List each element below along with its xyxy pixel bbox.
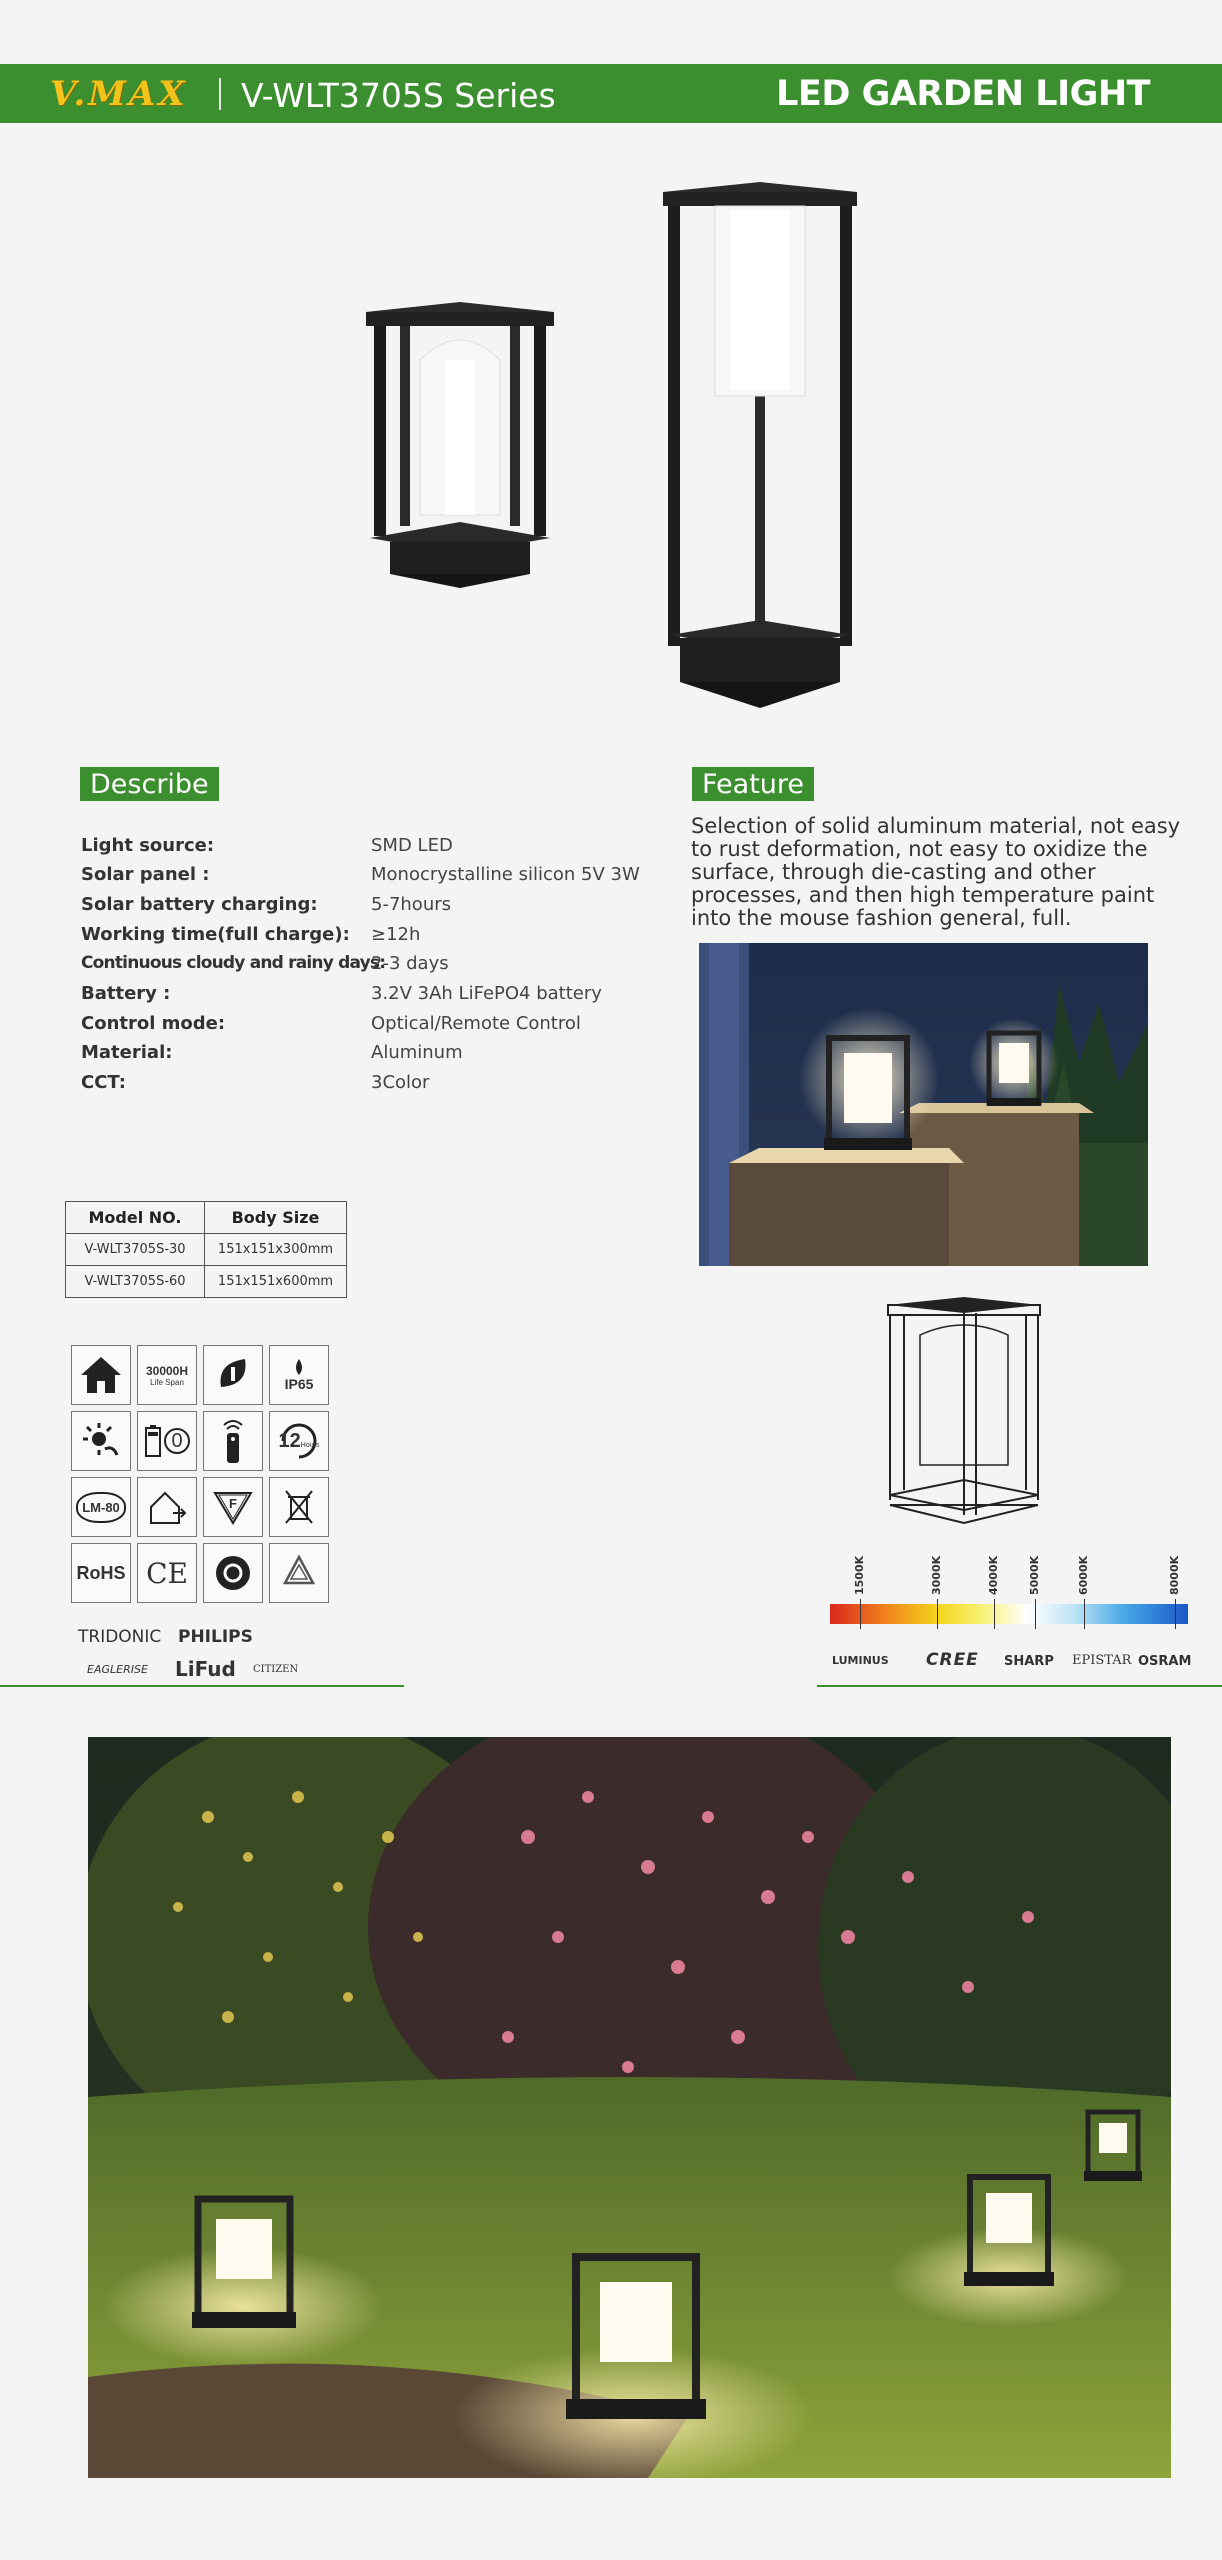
weee-bin-icon xyxy=(269,1477,329,1537)
garden-scene-photo xyxy=(88,1737,1171,2478)
describe-heading: Describe xyxy=(80,767,219,801)
spec-row-working-time xyxy=(81,924,661,952)
lamp-line-drawing xyxy=(880,1295,1048,1530)
spec-label: Working time(full charge): xyxy=(81,924,350,945)
hours-label: Hours xyxy=(300,1441,320,1449)
brand-logo: V.MAX xyxy=(50,74,188,114)
table-header: Model NO. xyxy=(66,1202,205,1234)
cct-tick xyxy=(1084,1599,1085,1629)
lifespan-hours: 30000H xyxy=(145,1363,189,1378)
cct-label-8000k: 8000K xyxy=(1168,1555,1181,1595)
spec-value: Aluminum xyxy=(371,1042,463,1063)
section-divider-left xyxy=(0,1685,404,1687)
spec-value: 3Color xyxy=(371,1072,430,1093)
ce-label: CE xyxy=(146,1556,188,1590)
f-mark-label: F xyxy=(229,1495,237,1511)
spec-label: Solar battery charging: xyxy=(81,894,318,915)
spec-label: CCT: xyxy=(81,1072,126,1093)
ce-icon xyxy=(137,1543,197,1603)
cct-tick xyxy=(1175,1599,1176,1629)
recycle-arrows-icon xyxy=(203,1543,263,1603)
spec-label: Light source: xyxy=(81,835,215,856)
recycle-icon xyxy=(269,1543,329,1603)
sun-icon xyxy=(71,1411,131,1471)
cct-tick xyxy=(937,1599,938,1629)
ip-rating: IP65 xyxy=(284,1376,314,1392)
cct-tick xyxy=(860,1599,861,1629)
ip65-icon xyxy=(269,1345,329,1405)
spec-label: Continuous cloudy and rainy days: xyxy=(81,953,386,973)
model-table xyxy=(65,1201,347,1298)
table-row xyxy=(66,1234,347,1266)
cct-tick xyxy=(994,1599,995,1629)
plug-leaf-icon xyxy=(203,1345,263,1405)
zero-battery-icon xyxy=(137,1411,197,1471)
spec-row-solar-panel xyxy=(81,864,661,892)
spec-value: 2-3 days xyxy=(371,953,449,974)
spec-value: Monocrystalline silicon 5V 3W xyxy=(371,864,640,885)
table-row xyxy=(66,1266,347,1298)
cct-gradient-bar xyxy=(830,1604,1188,1624)
spec-label: Control mode: xyxy=(81,1013,226,1034)
remote-control-icon xyxy=(203,1411,263,1471)
table-cell: 151x151x600mm xyxy=(205,1266,347,1298)
brand-cree: CREE xyxy=(926,1650,979,1670)
brand-eaglerise: EAGLERISE xyxy=(87,1663,148,1676)
spec-row-battery xyxy=(81,983,661,1011)
spec-value: ≥12h xyxy=(371,924,421,945)
brand-epistar: EPISTAR xyxy=(1072,1653,1132,1668)
spec-label: Solar panel : xyxy=(81,864,210,885)
spec-label: Material: xyxy=(81,1042,173,1063)
tall-lamp-image xyxy=(660,180,860,715)
lm80-icon xyxy=(71,1477,131,1537)
outdoor-house-icon xyxy=(137,1477,197,1537)
table-cell: 151x151x300mm xyxy=(205,1234,347,1266)
brand-osram: OSRAM xyxy=(1138,1654,1192,1669)
cct-label-4000k: 4000K xyxy=(987,1555,1000,1595)
spec-row-charging xyxy=(81,894,661,922)
lm80-label: LM-80 xyxy=(76,1492,126,1523)
spec-row-control-mode xyxy=(81,1013,661,1041)
cct-label-6000k: 6000K xyxy=(1077,1555,1090,1595)
section-divider-right xyxy=(817,1685,1222,1687)
cct-tick xyxy=(1035,1599,1036,1629)
brand-philips: PHILIPS xyxy=(178,1627,253,1647)
spec-row-cloudy-days xyxy=(81,953,661,981)
header-divider xyxy=(219,78,221,110)
cct-label-3000k: 3000K xyxy=(930,1555,943,1595)
cct-label-5000k: 5000K xyxy=(1028,1555,1041,1595)
lifespan-label: Life Span xyxy=(150,1377,184,1387)
night-scene-photo xyxy=(699,943,1148,1266)
spec-row-material xyxy=(81,1042,661,1070)
short-lamp-image xyxy=(360,300,560,590)
brand-lifud: LiFud xyxy=(175,1657,236,1681)
zero-badge: 0 xyxy=(164,1428,190,1454)
table-header-row xyxy=(66,1202,347,1234)
f-mark-icon xyxy=(203,1477,263,1537)
spec-row-light-source xyxy=(81,835,661,863)
spec-label: Battery : xyxy=(81,983,171,1004)
series-title: V-WLT3705S Series xyxy=(241,76,556,115)
rohs-icon xyxy=(71,1543,131,1603)
table-cell: V-WLT3705S-60 xyxy=(66,1266,205,1298)
house-icon xyxy=(71,1345,131,1405)
brand-tridonic: TRIDONIC xyxy=(78,1627,162,1647)
table-cell: V-WLT3705S-30 xyxy=(66,1234,205,1266)
twelve-hours-icon xyxy=(269,1411,329,1471)
table-header: Body Size xyxy=(205,1202,347,1234)
lifespan-icon xyxy=(137,1345,197,1405)
feature-heading: Feature xyxy=(692,767,814,801)
brand-luminus: LUMINUS xyxy=(832,1654,889,1667)
brand-citizen: CITIZEN xyxy=(253,1664,299,1675)
spec-value: SMD LED xyxy=(371,835,453,856)
brand-sharp: SHARP xyxy=(1004,1654,1054,1669)
cct-label-1500k: 1500K xyxy=(853,1555,866,1595)
feature-description: Selection of solid aluminum material, not easy to rust deformation, not easy to oxidize the surface, through die-casting and other processes, and then high temperature paint into the mouse fashion general, full. xyxy=(691,814,1181,930)
header-bar xyxy=(0,64,1222,123)
spec-value: Optical/Remote Control xyxy=(371,1013,581,1034)
spec-value: 3.2V 3Ah LiFePO4 battery xyxy=(371,983,602,1004)
rohs-label: RoHS xyxy=(76,1562,126,1583)
hours-number: 12 xyxy=(278,1429,301,1452)
product-category-title: LED GARDEN LIGHT xyxy=(776,74,1150,114)
spec-row-cct xyxy=(81,1072,661,1100)
spec-value: 5-7hours xyxy=(371,894,452,915)
